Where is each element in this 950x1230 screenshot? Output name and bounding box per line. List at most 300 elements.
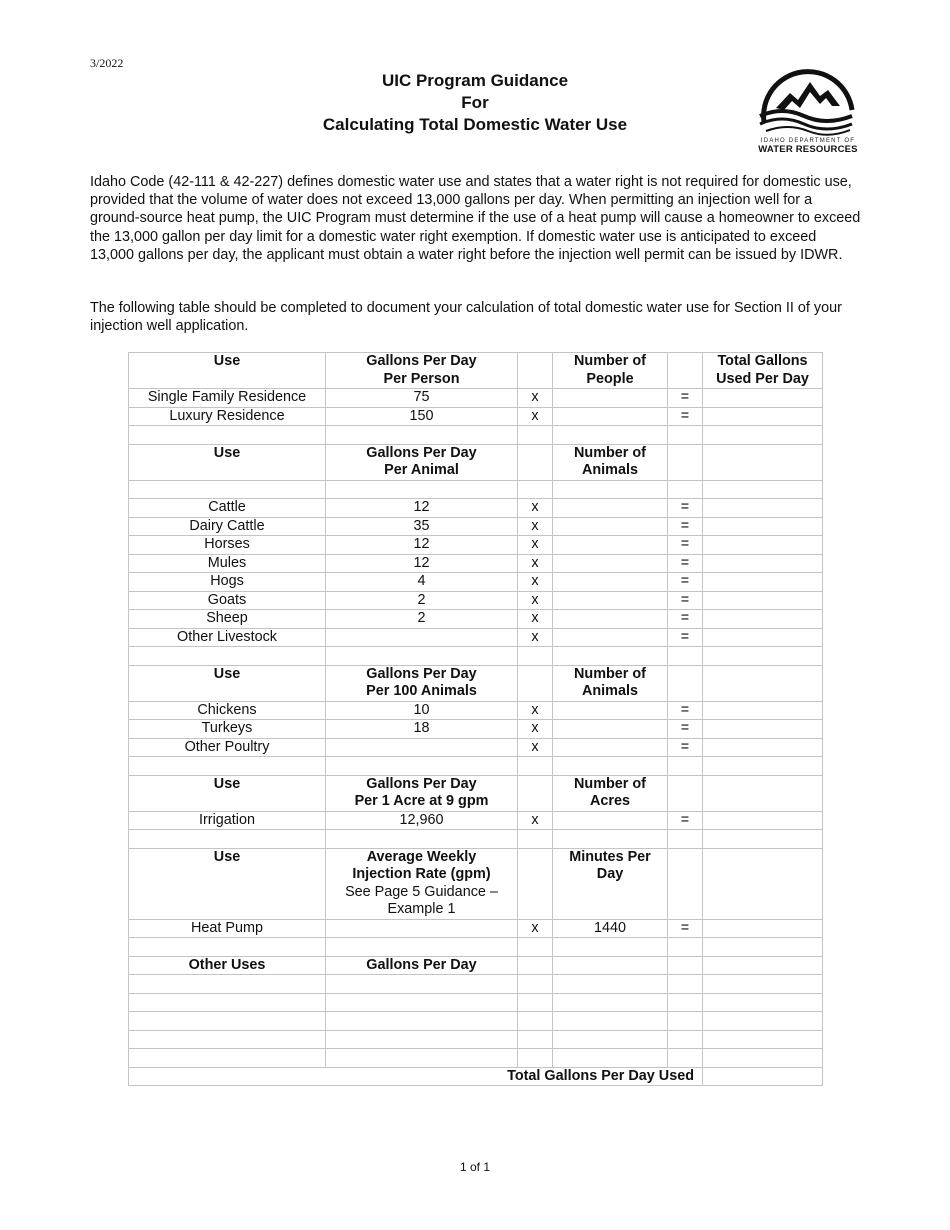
cell-line: Sheep xyxy=(206,610,248,626)
rate-cell xyxy=(326,665,518,701)
cell-line: 12,960 xyxy=(399,811,444,828)
total-cell[interactable] xyxy=(703,426,823,445)
cell-line: = xyxy=(680,738,690,755)
rate-cell xyxy=(326,938,518,957)
rate-cell xyxy=(326,775,518,811)
rate-cell xyxy=(326,480,518,499)
section-header-row xyxy=(129,848,823,919)
cell-line: x xyxy=(531,591,539,608)
cell-line: 2 xyxy=(417,610,426,626)
operator-cell xyxy=(518,738,553,757)
table-row xyxy=(129,628,823,647)
cell-line: 2 xyxy=(417,591,426,608)
table-row xyxy=(129,554,823,573)
blank-row xyxy=(129,975,823,994)
count-cell[interactable] xyxy=(553,830,668,849)
total-cell[interactable] xyxy=(703,554,823,573)
total-cell[interactable] xyxy=(703,938,823,957)
cell-line: 75 xyxy=(413,389,430,405)
use-cell xyxy=(129,573,326,592)
cell-line: Gallons Per Day xyxy=(366,665,477,682)
section-header-row xyxy=(129,775,823,811)
cell-line: Single Family Residence xyxy=(147,389,307,405)
use-cell xyxy=(129,738,326,757)
count-cell xyxy=(553,665,668,701)
cell-line: = xyxy=(680,554,690,571)
rate-cell xyxy=(326,591,518,610)
cell-line: 35 xyxy=(413,517,430,534)
count-cell xyxy=(553,775,668,811)
cell-line: = xyxy=(680,610,690,626)
cell-line: Number of xyxy=(574,775,646,792)
cell-line: Per 1 Acre at 9 gpm xyxy=(354,793,489,809)
cell-line: = xyxy=(680,573,690,589)
use-cell xyxy=(129,775,326,811)
cell-line: x xyxy=(531,573,539,589)
blank-row xyxy=(129,993,823,1012)
cell-line: Injection Rate (gpm) xyxy=(352,866,491,882)
total-cell[interactable] xyxy=(703,701,823,720)
count-cell[interactable] xyxy=(553,591,668,610)
total-cell[interactable] xyxy=(703,738,823,757)
use-cell xyxy=(129,1030,326,1049)
rate-cell xyxy=(326,757,518,776)
operator-cell xyxy=(518,499,553,518)
equals-cell xyxy=(668,738,703,757)
total-cell[interactable] xyxy=(703,407,823,426)
equals-cell xyxy=(668,848,703,919)
cell-line: Goats xyxy=(207,591,247,608)
operator-cell xyxy=(518,993,553,1012)
total-cell[interactable] xyxy=(703,811,823,830)
cell-note: See Page 5 Guidance – xyxy=(345,883,498,900)
use-cell xyxy=(129,701,326,720)
rate-cell xyxy=(326,720,518,739)
equals-cell xyxy=(668,628,703,647)
cell-line: Gallons Per Day xyxy=(366,444,477,461)
cell-line: 150 xyxy=(409,407,434,424)
equals-cell xyxy=(668,573,703,592)
title-line: UIC Program Guidance xyxy=(381,71,569,90)
equals-cell xyxy=(668,720,703,739)
operator-cell xyxy=(518,1012,553,1031)
operator-cell xyxy=(518,830,553,849)
cell-line: Other Livestock xyxy=(177,628,277,645)
cell-line: 1440 xyxy=(593,919,626,936)
cell-line: Turkeys xyxy=(201,720,253,736)
table-row xyxy=(129,389,823,408)
equals-cell xyxy=(668,830,703,849)
operator-cell xyxy=(518,1030,553,1049)
logo-brand-line: WATER RESOURCES xyxy=(758,144,858,155)
cell-line: x xyxy=(531,628,539,645)
cell-line: = xyxy=(680,517,690,534)
count-cell[interactable] xyxy=(553,517,668,536)
cell-line: x xyxy=(531,720,539,736)
equals-cell xyxy=(668,536,703,555)
cell-line: x xyxy=(531,610,539,626)
operator-cell xyxy=(518,610,553,629)
section-header-row xyxy=(129,665,823,701)
count-cell xyxy=(553,919,668,938)
operator-cell xyxy=(518,647,553,666)
rate-cell xyxy=(326,554,518,573)
rate-cell xyxy=(326,536,518,555)
cell-line: x xyxy=(531,738,539,755)
cell-line: Animals xyxy=(582,683,638,699)
rate-cell xyxy=(326,389,518,408)
equals-cell xyxy=(668,1012,703,1031)
use-cell xyxy=(129,720,326,739)
equals-cell xyxy=(668,665,703,701)
blank-row xyxy=(129,757,823,776)
rate-cell xyxy=(326,1049,518,1068)
rate-cell xyxy=(326,1012,518,1031)
blank-row xyxy=(129,480,823,499)
count-cell[interactable] xyxy=(553,738,668,757)
use-cell xyxy=(129,848,326,919)
cell-line: 4 xyxy=(417,573,426,589)
cell-line: Per Person xyxy=(383,370,460,387)
count-cell[interactable] xyxy=(553,536,668,555)
operator-cell xyxy=(518,573,553,592)
total-cell[interactable] xyxy=(703,480,823,499)
title-line: Calculating Total Domestic Water Use xyxy=(322,115,628,134)
cell-line: = xyxy=(680,919,690,936)
rate-cell xyxy=(326,353,518,389)
total-cell[interactable] xyxy=(703,389,823,408)
operator-cell xyxy=(518,975,553,994)
use-cell xyxy=(129,536,326,555)
operator-cell xyxy=(518,956,553,975)
operator-cell xyxy=(518,775,553,811)
cell-line: Heat Pump xyxy=(191,919,263,936)
equals-cell xyxy=(668,480,703,499)
count-cell[interactable] xyxy=(553,1030,668,1049)
operator-cell xyxy=(518,517,553,536)
total-cell[interactable] xyxy=(703,610,823,629)
count-cell[interactable] xyxy=(553,720,668,739)
table-row xyxy=(129,517,823,536)
total-cell xyxy=(703,848,823,919)
rate-cell xyxy=(326,499,518,518)
cell-line: Total Gallons xyxy=(717,353,808,369)
total-cell[interactable] xyxy=(703,499,823,518)
total-cell[interactable] xyxy=(703,919,823,938)
equals-cell xyxy=(668,757,703,776)
total-cell[interactable] xyxy=(703,1030,823,1049)
cell-line: x xyxy=(531,407,539,424)
table-row xyxy=(129,738,823,757)
cell-line: Gallons Per Day xyxy=(366,775,477,792)
blank-row xyxy=(129,938,823,957)
cell-line: Cattle xyxy=(208,499,246,515)
cell-line: Number of xyxy=(574,353,646,369)
use-cell xyxy=(129,956,326,975)
total-cell[interactable] xyxy=(703,536,823,555)
operator-cell xyxy=(518,919,553,938)
rate-cell xyxy=(326,975,518,994)
section-header-row xyxy=(129,444,823,480)
count-cell[interactable] xyxy=(553,811,668,830)
use-cell xyxy=(129,591,326,610)
rate-cell xyxy=(326,1030,518,1049)
operator-cell xyxy=(518,757,553,776)
intro-paragraph: Idaho Code (42-111 & 42-227) defines domestic water use and states that a water right is not required for domestic use, provided that the volume of water does not exceed 13,000 gallons per day. When permitting an injection well for a ground-source heat pump, the UIC Program must determine if the use of a heat pump will cause a homeowner to exceed the 13,000 gallon per day limit for a domestic water right exemption. If domestic water use is anticipated to exceed 13,000 gallons per day, the applicant must obtain a water right before the injection well permit can be issued by IDWR. xyxy=(90,174,861,263)
equals-cell xyxy=(668,701,703,720)
rate-cell xyxy=(326,738,518,757)
operator-cell xyxy=(518,426,553,445)
total-cell[interactable] xyxy=(703,1012,823,1031)
use-cell xyxy=(129,407,326,426)
count-cell[interactable] xyxy=(553,938,668,957)
cell-line: Other Poultry xyxy=(184,738,270,755)
total-cell[interactable] xyxy=(703,720,823,739)
operator-cell xyxy=(518,811,553,830)
cell-line: 12 xyxy=(413,554,430,571)
use-cell xyxy=(129,811,326,830)
total-cell[interactable] xyxy=(703,757,823,776)
cell-line: Gallons Per Day xyxy=(366,353,477,369)
water-use-table xyxy=(128,352,823,1086)
rate-cell xyxy=(326,647,518,666)
cell-line: Horses xyxy=(204,536,250,552)
total-value-cell[interactable] xyxy=(703,1067,823,1086)
total-label: Total Gallons Per Day Used xyxy=(129,1067,703,1086)
operator-cell xyxy=(518,665,553,701)
total-cell xyxy=(703,665,823,701)
cell-line: Mules xyxy=(207,554,247,571)
use-cell xyxy=(129,938,326,957)
total-cell xyxy=(703,956,823,975)
count-cell[interactable] xyxy=(553,993,668,1012)
table-row xyxy=(129,591,823,610)
cell-line: Dairy Cattle xyxy=(189,517,265,534)
operator-cell xyxy=(518,701,553,720)
equals-cell xyxy=(668,1030,703,1049)
cell-line: Use xyxy=(213,848,241,865)
use-cell xyxy=(129,353,326,389)
use-cell xyxy=(129,647,326,666)
table-row xyxy=(129,536,823,555)
cell-line: 12 xyxy=(413,536,430,552)
cell-line: = xyxy=(680,536,690,552)
cell-line: = xyxy=(680,389,690,405)
cell-line: Per Animal xyxy=(384,462,459,478)
cell-line: Chickens xyxy=(197,701,257,718)
idwr-logo xyxy=(752,66,864,158)
equals-cell xyxy=(668,591,703,610)
count-cell[interactable] xyxy=(553,628,668,647)
operator-cell xyxy=(518,389,553,408)
operator-cell xyxy=(518,407,553,426)
cell-line: x xyxy=(531,701,539,718)
cell-line: Use xyxy=(213,444,241,461)
blank-row xyxy=(129,1030,823,1049)
cell-line: x xyxy=(531,536,539,552)
cell-line: Day xyxy=(596,866,624,882)
count-cell[interactable] xyxy=(553,975,668,994)
equals-cell xyxy=(668,610,703,629)
equals-cell xyxy=(668,554,703,573)
equals-cell xyxy=(668,1049,703,1068)
count-cell xyxy=(553,353,668,389)
logo-agency-line: IDAHO DEPARTMENT OF xyxy=(760,138,856,144)
count-cell[interactable] xyxy=(553,407,668,426)
cell-line: Average Weekly xyxy=(366,848,477,865)
count-cell[interactable] xyxy=(553,757,668,776)
use-cell xyxy=(129,628,326,647)
equals-cell xyxy=(668,956,703,975)
use-cell xyxy=(129,830,326,849)
rate-cell xyxy=(326,407,518,426)
title-line: For xyxy=(461,93,489,112)
cell-line: x xyxy=(531,389,539,405)
cell-line: 10 xyxy=(413,701,430,718)
equals-cell xyxy=(668,993,703,1012)
count-cell xyxy=(553,956,668,975)
count-cell[interactable] xyxy=(553,610,668,629)
cell-line: = xyxy=(680,701,690,718)
total-cell[interactable] xyxy=(703,1049,823,1068)
cell-line: Number of xyxy=(574,665,646,682)
equals-cell xyxy=(668,389,703,408)
table-row xyxy=(129,811,823,830)
section-header-row xyxy=(129,353,823,389)
count-cell[interactable] xyxy=(553,1012,668,1031)
cell-line: People xyxy=(586,370,634,387)
total-cell[interactable] xyxy=(703,647,823,666)
cell-line: x xyxy=(531,811,539,828)
rate-cell xyxy=(326,610,518,629)
cell-line: Used Per Day xyxy=(716,370,809,387)
page-number: 1 of 1 xyxy=(459,1160,491,1174)
rate-cell xyxy=(326,701,518,720)
equals-cell xyxy=(668,647,703,666)
cell-line: x xyxy=(531,499,539,515)
operator-cell xyxy=(518,480,553,499)
count-cell[interactable] xyxy=(553,1049,668,1068)
operator-cell xyxy=(518,444,553,480)
count-cell[interactable] xyxy=(553,701,668,720)
equals-cell xyxy=(668,919,703,938)
blank-row xyxy=(129,1012,823,1031)
cell-line: 18 xyxy=(413,720,430,736)
rate-cell xyxy=(326,517,518,536)
rate-cell xyxy=(326,426,518,445)
cell-line: Per 100 Animals xyxy=(366,683,477,699)
operator-cell xyxy=(518,536,553,555)
use-cell xyxy=(129,757,326,776)
cell-line: = xyxy=(680,628,690,645)
use-cell xyxy=(129,1049,326,1068)
use-cell xyxy=(129,480,326,499)
cell-line: Luxury Residence xyxy=(169,407,285,424)
use-cell xyxy=(129,499,326,518)
cell-line: Number of xyxy=(574,444,646,461)
count-cell xyxy=(553,444,668,480)
rate-cell xyxy=(326,628,518,647)
total-cell[interactable] xyxy=(703,993,823,1012)
count-cell[interactable] xyxy=(553,426,668,445)
equals-cell xyxy=(668,517,703,536)
count-cell[interactable] xyxy=(553,499,668,518)
rate-cell xyxy=(326,830,518,849)
instructions-paragraph: The following table should be completed to document your calculation of total domestic water use for Section II of your injection well application. xyxy=(90,300,842,335)
use-cell xyxy=(129,665,326,701)
document-date: 3/2022 xyxy=(90,56,124,70)
table-row xyxy=(129,573,823,592)
use-cell xyxy=(129,1012,326,1031)
cell-line: Irrigation xyxy=(199,811,255,828)
use-cell xyxy=(129,993,326,1012)
count-cell[interactable] xyxy=(553,554,668,573)
total-cell[interactable] xyxy=(703,830,823,849)
total-cell[interactable] xyxy=(703,517,823,536)
use-cell xyxy=(129,389,326,408)
count-cell[interactable] xyxy=(553,573,668,592)
table-row xyxy=(129,720,823,739)
use-cell xyxy=(129,517,326,536)
cell-line: Use xyxy=(213,775,241,792)
use-cell xyxy=(129,426,326,445)
cell-line: Acres xyxy=(589,793,630,809)
table-row xyxy=(129,701,823,720)
count-cell[interactable] xyxy=(553,647,668,666)
cell-line: Use xyxy=(213,665,241,682)
total-row xyxy=(129,1067,823,1086)
cell-line: Gallons Per Day xyxy=(366,956,477,973)
equals-cell xyxy=(668,444,703,480)
cell-line: = xyxy=(680,591,690,608)
equals-cell xyxy=(668,811,703,830)
total-cell[interactable] xyxy=(703,591,823,610)
count-cell[interactable] xyxy=(553,480,668,499)
rate-cell xyxy=(326,573,518,592)
use-cell xyxy=(129,610,326,629)
rate-cell xyxy=(326,811,518,830)
total-cell[interactable] xyxy=(703,628,823,647)
cell-line: Use xyxy=(213,353,241,369)
table-row xyxy=(129,919,823,938)
table-row xyxy=(129,407,823,426)
operator-cell xyxy=(518,1049,553,1068)
use-cell xyxy=(129,919,326,938)
count-cell[interactable] xyxy=(553,389,668,408)
table-row xyxy=(129,499,823,518)
cell-line: x xyxy=(531,517,539,534)
cell-line: Hogs xyxy=(210,573,244,589)
operator-cell xyxy=(518,591,553,610)
blank-row xyxy=(129,1049,823,1068)
table-row xyxy=(129,610,823,629)
total-cell[interactable] xyxy=(703,975,823,994)
blank-row xyxy=(129,426,823,445)
cell-line: = xyxy=(680,407,690,424)
cell-line: Minutes Per xyxy=(569,848,651,865)
cell-line: 12 xyxy=(413,499,430,515)
cell-line: x xyxy=(531,554,539,571)
count-cell xyxy=(553,848,668,919)
blank-row xyxy=(129,647,823,666)
rate-cell xyxy=(326,956,518,975)
use-cell xyxy=(129,444,326,480)
cell-line: = xyxy=(680,811,690,828)
total-cell xyxy=(703,353,823,389)
cell-line: Animals xyxy=(582,462,638,478)
total-cell[interactable] xyxy=(703,573,823,592)
total-cell xyxy=(703,775,823,811)
